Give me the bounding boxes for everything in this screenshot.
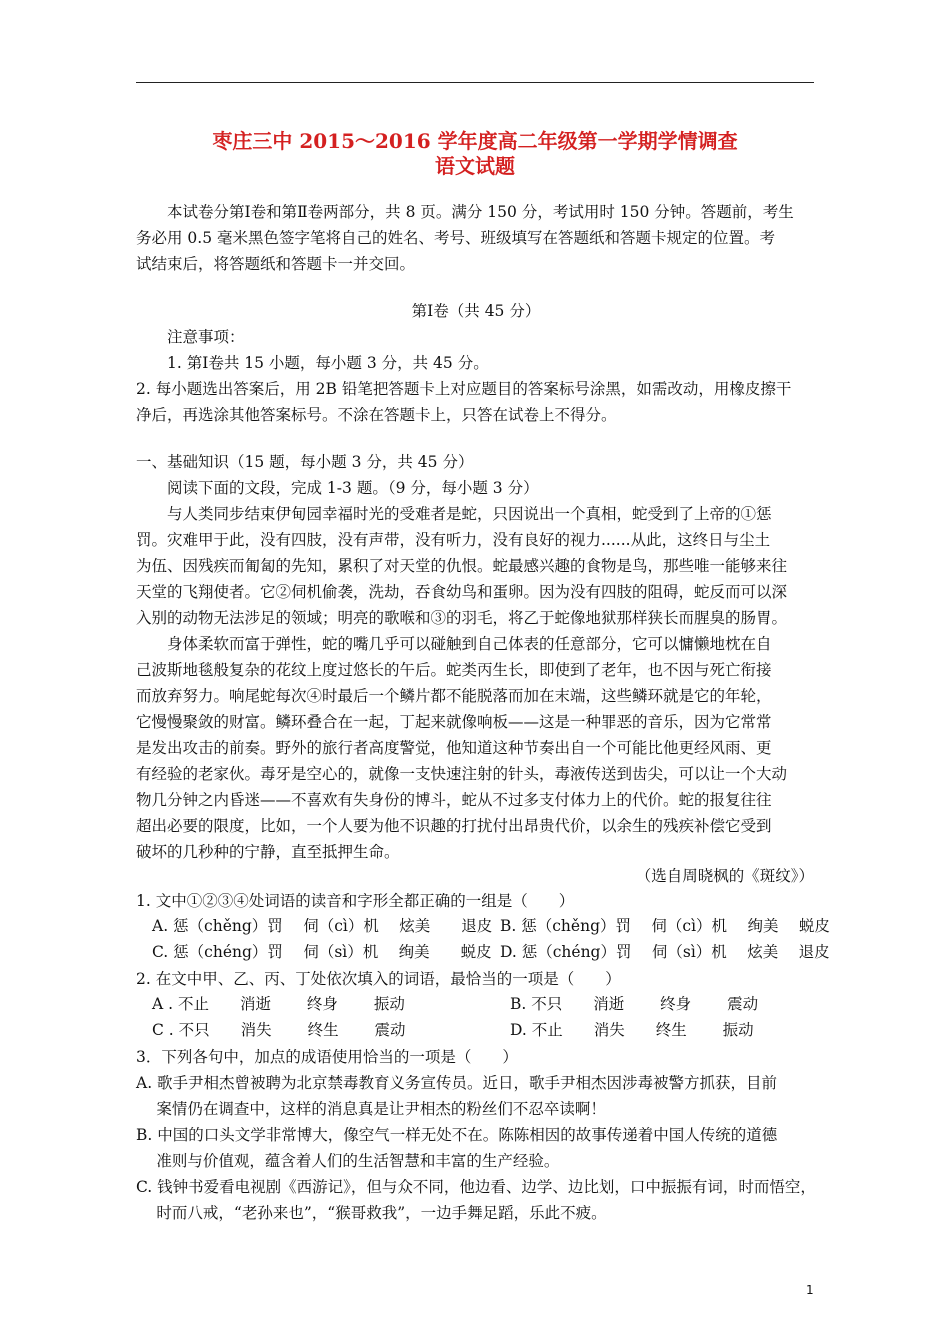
option-2c: C . 不只 消失 终生 震动 (152, 1021, 406, 1039)
notice-item-2-cont: 净后，再选涂其他答案标号。不涂在答题卡上，只答在试卷上不得分。 (136, 406, 617, 424)
passage-line: 与人类同步结束伊甸园幸福时光的受难者是蛇，只因说出一个真相，蛇受到了上帝的①惩 (136, 505, 772, 523)
question-1-stem: 1. 文中①②③④处词语的读音和字形全都正确的一组是（ ） (136, 892, 575, 910)
intro-line-1: 本试卷分第Ⅰ卷和第Ⅱ卷两部分，共 8 页。满分 150 分，考试用时 150 分钟。答题前，考生 (136, 203, 794, 221)
passage-line: 身体柔软而富于弹性，蛇的嘴几乎可以碰触到自己体表的任意部分，它可以慵懒地枕在自 (136, 635, 772, 653)
passage-line: 而放弃努力。响尾蛇每次④时最后一个鳞片都不能脱落而加在末端，这些鳞环就是它的年轮， (136, 687, 772, 705)
part1-heading: 一、基础知识（15 题，每小题 3 分，共 45 分） (136, 453, 474, 471)
option-3a: A. 歌手尹相杰曾被聘为北京禁毒教育义务宣传员。近日，歌手尹相杰因涉毒被警方抓获，目前 (136, 1074, 778, 1092)
page-number: 1 (806, 1283, 814, 1297)
passage-line: 超出必要的限度，比如，一个人要为他不识趣的打扰付出昂贵代价，以余生的残疾补偿它受到 (136, 817, 772, 835)
option-1d: D. 惩（chéng）罚 伺（sì）机 炫美 退皮 (500, 943, 830, 961)
notice-item-2: 2. 每小题选出答案后，用 2B 铅笔把答题卡上对应题目的答案标号涂黑，如需改动，用橡皮擦干 (136, 380, 792, 398)
option-3c-cont: 时而八戒，“老孙来也”，“猴哥救我”，一边手舞足蹈，乐此不疲。 (136, 1204, 607, 1222)
passage-line: 破坏的几秒种的宁静，直至抵押生命。 (136, 843, 400, 861)
option-3a-cont: 案情仍在调查中，这样的消息真是让尹相杰的粉丝们不忍卒读啊！ (136, 1100, 606, 1118)
notice-item-1: 1. 第Ⅰ卷共 15 小题，每小题 3 分，共 45 分。 (136, 354, 489, 372)
intro-line-3: 试结束后，将答题纸和答题卡一并交回。 (136, 255, 416, 273)
option-1a: A. 惩（chěng）罚 伺（cì）机 炫美 退皮 (152, 917, 493, 935)
passage-line: 己波斯地毯般复杂的花纹上度过悠长的午后。蛇类丙生长，即使到了老年，也不因与死亡衔接 (136, 661, 772, 679)
question-2-stem: 2. 在文中甲、乙、丙、丁处依次填入的词语，最恰当的一项是（ ） (136, 970, 621, 988)
section-heading: 第Ⅰ卷（共 45 分） (411, 302, 541, 320)
passage-line: 有经验的老家伙。毒牙是空心的，就像一支快速注射的针头，毒液传送到齿尖，可以让一个大动 (136, 765, 788, 783)
exam-title: 枣庄三中 2015～2016 学年度高二年级第一学期学情调查 (212, 129, 738, 153)
passage-line: 物几分钟之内昏迷——不喜欢有失身份的博斗，蛇从不过多支付体力上的代价。蛇的报复往往 (136, 791, 772, 809)
notice-label: 注意事项： (136, 328, 245, 346)
part1-instruction: 阅读下面的文段，完成 1-3 题。（9 分，每小题 3 分） (136, 479, 539, 497)
exam-subtitle: 语文试题 (435, 154, 515, 178)
passage-line: 天堂的飞翔使者。它②伺机偷袭，洗劫，吞食幼鸟和蛋卵。因为没有四肢的阻碍，蛇反而可以深 (136, 583, 788, 601)
option-1c: C. 惩（chéng）罚 伺（sì）机 绚美 蜕皮 (152, 943, 492, 961)
passage-line: 是发出攻击的前奏。野外的旅行者高度警觉，他知道这种节奏出自一个可能比他更经风雨、更 (136, 739, 772, 757)
option-3b-cont: 准则与价值观，蕴含着人们的生活智慧和丰富的生产经验。 (136, 1152, 560, 1170)
option-3b: B. 中国的口头文学非常博大，像空气一样无处不在。陈陈相因的故事传递着中国人传统的道德 (136, 1126, 778, 1144)
option-2d: D. 不止 消失 终生 振动 (510, 1021, 754, 1039)
option-1b: B. 惩（chěng）罚 伺（cì）机 绚美 蜕皮 (500, 917, 830, 935)
option-2a: A . 不止 消逝 终身 振动 (152, 995, 405, 1013)
question-1-options (136, 913, 830, 965)
passage-line: 罚。灾难甲于此，没有四肢，没有声带，没有听力，没有良好的视力......从此，这终日与尘土 (136, 531, 771, 549)
intro-line-2: 务必用 0.5 毫米黑色签字笔将自己的姓名、考号、班级填写在答题纸和答题卡规定的位置。考 (136, 229, 776, 247)
question-3-stem: 3．下列各句中，加点的成语使用恰当的一项是（ ） (136, 1048, 518, 1066)
passage-line: 入别的动物无法涉足的领域；明亮的歌喉和③的羽毛，将乙于蛇像地狱那样狭长而腥臭的肠胃。 (136, 609, 788, 627)
passage-source: （选自周晓枫的《斑纹》） (635, 867, 814, 885)
option-3c: C. 钱钟书爱看电视剧《西游记》，但与众不同，他边看、边学、边比划，口中振振有词，时而悟空， (136, 1178, 816, 1196)
question-2-options (136, 991, 816, 1043)
passage-line: 它慢慢聚敛的财富。鳞环叠合在一起，丁起来就像响板——这是一种罪恶的音乐，因为它常常 (136, 713, 772, 731)
header-rule (136, 82, 814, 83)
option-2b: B. 不只 消逝 终身 震动 (510, 995, 759, 1013)
passage-line: 为伍、因残疾而匍匐的先知，累积了对天堂的仇恨。蛇最感兴趣的食物是鸟，那些唯一能够来往 (136, 557, 788, 575)
